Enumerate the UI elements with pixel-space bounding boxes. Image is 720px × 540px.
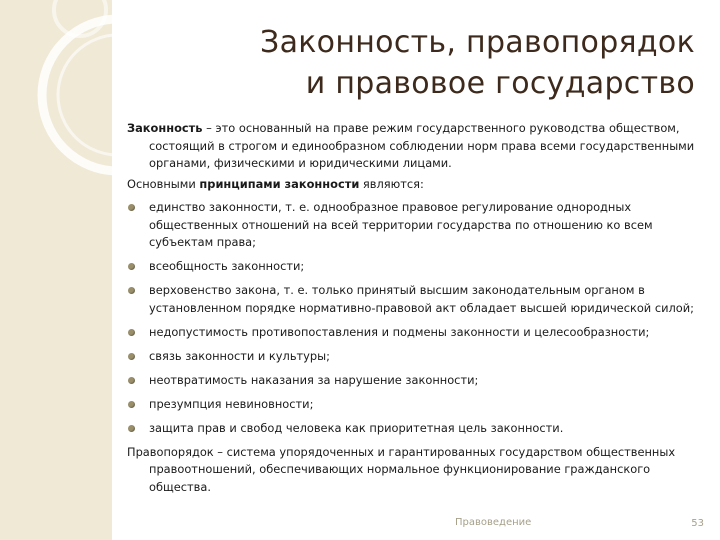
principles-intro-prefix: Основными (127, 176, 200, 191)
list-item (127, 199, 699, 252)
principles-intro-suffix: являются: (359, 176, 424, 191)
principles-list (127, 199, 699, 437)
bullet-icon (128, 204, 135, 211)
list-item (127, 348, 699, 366)
principles-intro-bold: принципами законности (199, 176, 360, 191)
list-item (127, 372, 699, 390)
slide-title (180, 22, 695, 104)
slide-number: 53 (691, 518, 704, 529)
slide-title-line-1: Законность, правопорядок (260, 25, 695, 60)
bullet-icon (128, 287, 135, 294)
bullet-icon (128, 401, 135, 408)
bullet-icon (128, 377, 135, 384)
legality-definition-text: – это основанный на праве режим государственного руководства обществом, состоящий в строгом и единообразном соблюдении норм права всеми государственными органами, физическими и юридическими лицами. (149, 121, 695, 170)
bullet-icon (128, 353, 135, 360)
footer-label: Правоведение (455, 517, 532, 528)
legality-definition (127, 120, 699, 173)
list-item (127, 324, 699, 342)
principle-text: защита прав и свобод человека как приоритетная цель законности. (149, 420, 564, 435)
legality-term: Законность (127, 121, 203, 135)
principles-intro (127, 176, 699, 194)
principle-text: единство законности, т. е. однообразное правовое регулирование однородных общественных отношений на всей территории государства по отношению ко всем субъектам права; (149, 200, 653, 249)
principle-text: всеобщность законности; (149, 259, 305, 273)
slide-title-line-2: и правовое государство (305, 66, 695, 101)
principle-text: связь законности и культуры; (149, 348, 330, 363)
list-item (127, 258, 699, 276)
list-item (127, 420, 699, 438)
slide-body (127, 120, 699, 496)
principle-text: презумпция невиновности; (149, 396, 314, 411)
list-item (127, 282, 699, 317)
decorative-circles-graphic (0, 0, 112, 540)
decorative-sidebar (0, 0, 112, 540)
bullet-icon (128, 263, 135, 270)
law-and-order-definition: Правопорядок – система упорядоченных и гарантированных государством общественных правоотношений, обеспечивающих нормальное функционирование гражданского общества. (127, 444, 676, 494)
list-item (127, 396, 699, 414)
principle-text: верховенство закона, т. е. только принятый высшим законодательным органом в установленном порядке нормативно-правовой акт обладает высшей юридической силой; (149, 283, 694, 315)
bullet-icon (128, 425, 135, 432)
principle-text: недопустимость противопоставления и подмены законности и целесообразности; (149, 324, 650, 339)
bullet-icon (128, 329, 135, 336)
principle-text: неотвратимость наказания за нарушение законности; (149, 372, 479, 387)
